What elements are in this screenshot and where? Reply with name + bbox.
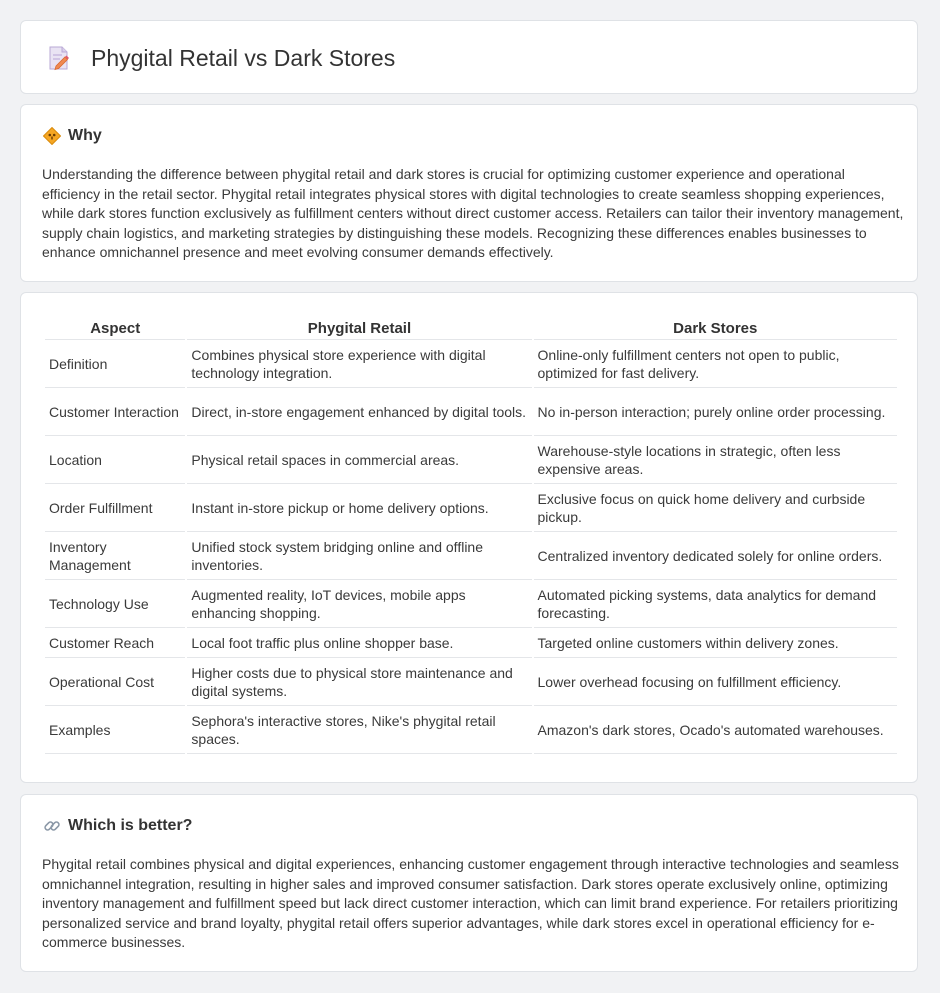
cell-aspect: Examples [45, 706, 185, 754]
document-edit-icon [47, 45, 71, 71]
cell-phygital: Unified stock system bridging online and offline inventories. [187, 532, 531, 580]
better-title: Which is better? [68, 817, 193, 834]
header-aspect: Aspect [45, 315, 185, 340]
why-title: Why [68, 127, 102, 144]
cell-phygital: Combines physical store experience with digital technology integration. [187, 340, 531, 388]
cell-phygital: Higher costs due to physical store maintenance and digital systems. [187, 658, 531, 706]
cell-dark: Targeted online customers within delivery zones. [534, 628, 897, 658]
cell-aspect: Order Fulfillment [45, 484, 185, 532]
why-text: Understanding the difference between phygital retail and dark stores is crucial for optimizing customer experience and operational efficiency in the retail sector. Phygital retail integrates physical stores with digital technologies to create seamless shopping experiences, while dark stores function exclusively as fulfillment centers without direct customer access. Retailers can tailor their inventory management, supply chain logistics, and marketing strategies by distinguishing these models. Recognizing these differences enables businesses to enhance omnichannel presence and meet evolving consumer demands effectively. [42, 166, 904, 260]
table-header-row [45, 315, 897, 340]
cell-aspect: Operational Cost [45, 658, 185, 706]
table-row [45, 658, 897, 706]
cell-aspect: Definition [45, 340, 185, 388]
cell-phygital: Sephora's interactive stores, Nike's phygital retail spaces. [187, 706, 531, 754]
comparison-table [43, 315, 899, 754]
comparison-card [20, 292, 918, 783]
table-row [45, 580, 897, 628]
why-heading [43, 126, 102, 146]
table-row [45, 532, 897, 580]
why-section [20, 104, 918, 282]
table-row [45, 484, 897, 532]
cell-dark: Centralized inventory dedicated solely for online orders. [534, 532, 897, 580]
cell-dark: Amazon's dark stores, Ocado's automated warehouses. [534, 706, 897, 754]
table-row [45, 388, 897, 436]
cell-dark: Exclusive focus on quick home delivery and curbside pickup. [534, 484, 897, 532]
which-better-section [20, 794, 918, 972]
table-row [45, 436, 897, 484]
cell-dark: Warehouse-style locations in strategic, often less expensive areas. [534, 436, 897, 484]
cell-dark: Online-only fulfillment centers not open to public, optimized for fast delivery. [534, 340, 897, 388]
title-row [47, 43, 395, 73]
cell-phygital: Augmented reality, IoT devices, mobile apps enhancing shopping. [187, 580, 531, 628]
header-card [20, 20, 918, 94]
cell-aspect: Customer Interaction [45, 388, 185, 436]
cell-dark: Automated picking systems, data analytics for demand forecasting. [534, 580, 897, 628]
cell-aspect: Technology Use [45, 580, 185, 628]
header-phygital: Phygital Retail [187, 315, 531, 340]
cell-phygital: Physical retail spaces in commercial areas. [187, 436, 531, 484]
table-row [45, 340, 897, 388]
cell-dark: No in-person interaction; purely online order processing. [534, 388, 897, 436]
cell-phygital: Direct, in-store engagement enhanced by digital tools. [187, 388, 531, 436]
link-icon [43, 817, 61, 835]
header-dark: Dark Stores [534, 315, 897, 340]
cell-phygital: Instant in-store pickup or home delivery options. [187, 484, 531, 532]
cell-aspect: Location [45, 436, 185, 484]
cell-phygital: Local foot traffic plus online shopper base. [187, 628, 531, 658]
better-text: Phygital retail combines physical and digital experiences, enhancing customer engagement through interactive technologies and seamless omnichannel integration, resulting in higher sales and improved consumer satisfaction. Dark stores operate exclusively online, optimizing inventory management and fulfillment speed but lack direct customer interaction, which can limit brand experience. For retailers prioritizing personalized service and brand loyalty, phygital retail offers superior advantages, while dark stores excel in operational efficiency for e-commerce businesses. [42, 856, 899, 950]
better-heading [43, 816, 192, 836]
diamond-sign-icon [43, 127, 61, 145]
cell-aspect: Customer Reach [45, 628, 185, 658]
cell-dark: Lower overhead focusing on fulfillment efficiency. [534, 658, 897, 706]
cell-aspect: Inventory Management [45, 532, 185, 580]
table-row [45, 706, 897, 754]
page-title: Phygital Retail vs Dark Stores [91, 45, 396, 71]
table-row [45, 628, 897, 658]
